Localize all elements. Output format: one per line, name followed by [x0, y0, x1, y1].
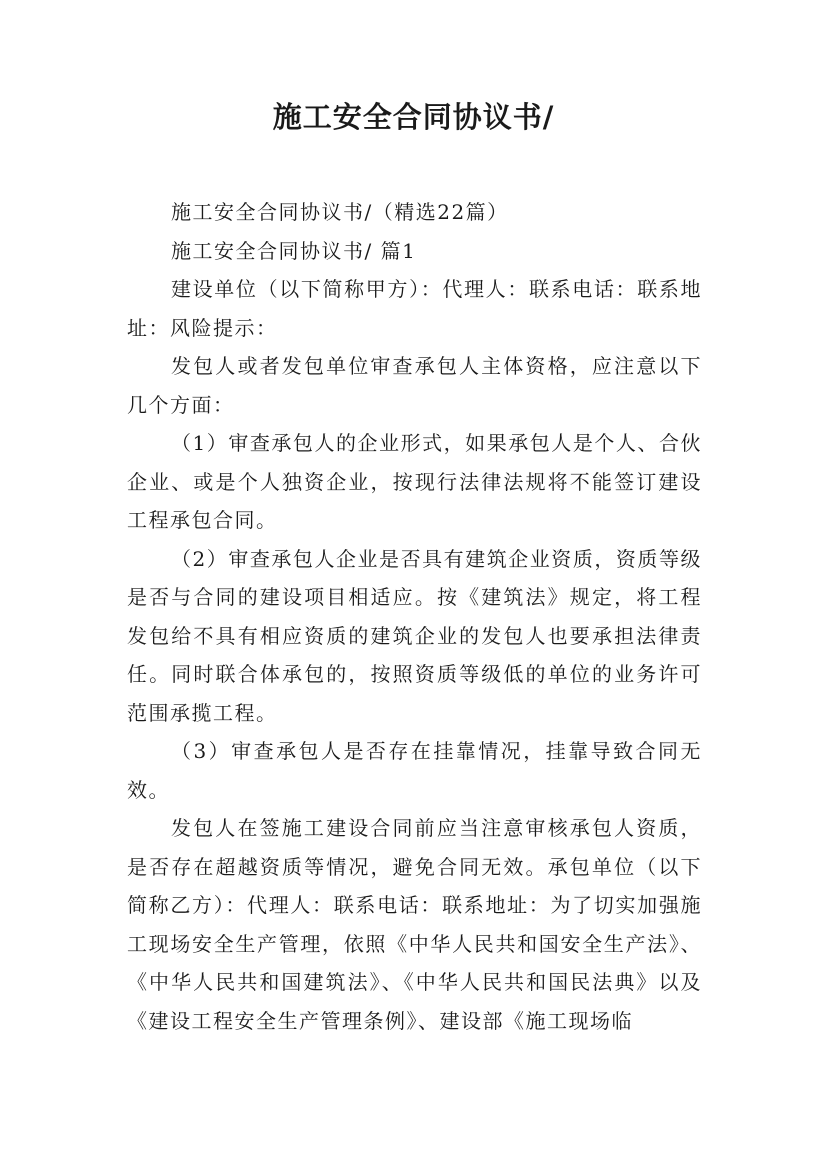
paragraph-subtitle: 施工安全合同协议书/（精选22篇）	[171, 200, 509, 224]
paragraph-section-heading: 施工安全合同协议书/ 篇1	[171, 238, 417, 263]
paragraph: （2）审查承包人企业是否具有建筑企业资质，资质等级是否与合同的建设项目相适应。按《建筑法》规定，将工程发包给不具有相应资质的建筑企业的发包人也要承担法律责任。同时联合体承包的，按照资质等级低的单位的业务许可范围承揽工程。	[127, 546, 702, 725]
paragraph: （1）审查承包人的企业形式，如果承包人是个人、合伙企业、或是个人独资企业，按现行法律法规将不能签订建设工程承包合同。	[127, 431, 702, 532]
paragraph: 发包人或者发包单位审查承包人主体资格，应注意以下几个方面：	[127, 354, 702, 417]
paragraph: （3）审查承包人是否存在挂靠情况，挂靠导致合同无效。	[127, 739, 702, 802]
paragraph: 建设单位（以下简称甲方）：代理人：联系电话：联系地址：风险提示：	[127, 277, 702, 340]
document-title: 施工安全合同协议书/	[272, 100, 555, 134]
document-body	[127, 193, 702, 1040]
paragraph: 发包人在签施工建设合同前应当注意审核承包人资质，是否存在超越资质等情况，避免合同无效。承包单位（以下简称乙方）：代理人：联系电话：联系地址：为了切实加强施工现场安全生产管理，依照《中华人民共和国安全生产法》、《中华人民共和国建筑法》、《中华人民共和国民法典》以及《建设工程安全生产管理条例》、建设部《施工现场临	[127, 816, 702, 1033]
